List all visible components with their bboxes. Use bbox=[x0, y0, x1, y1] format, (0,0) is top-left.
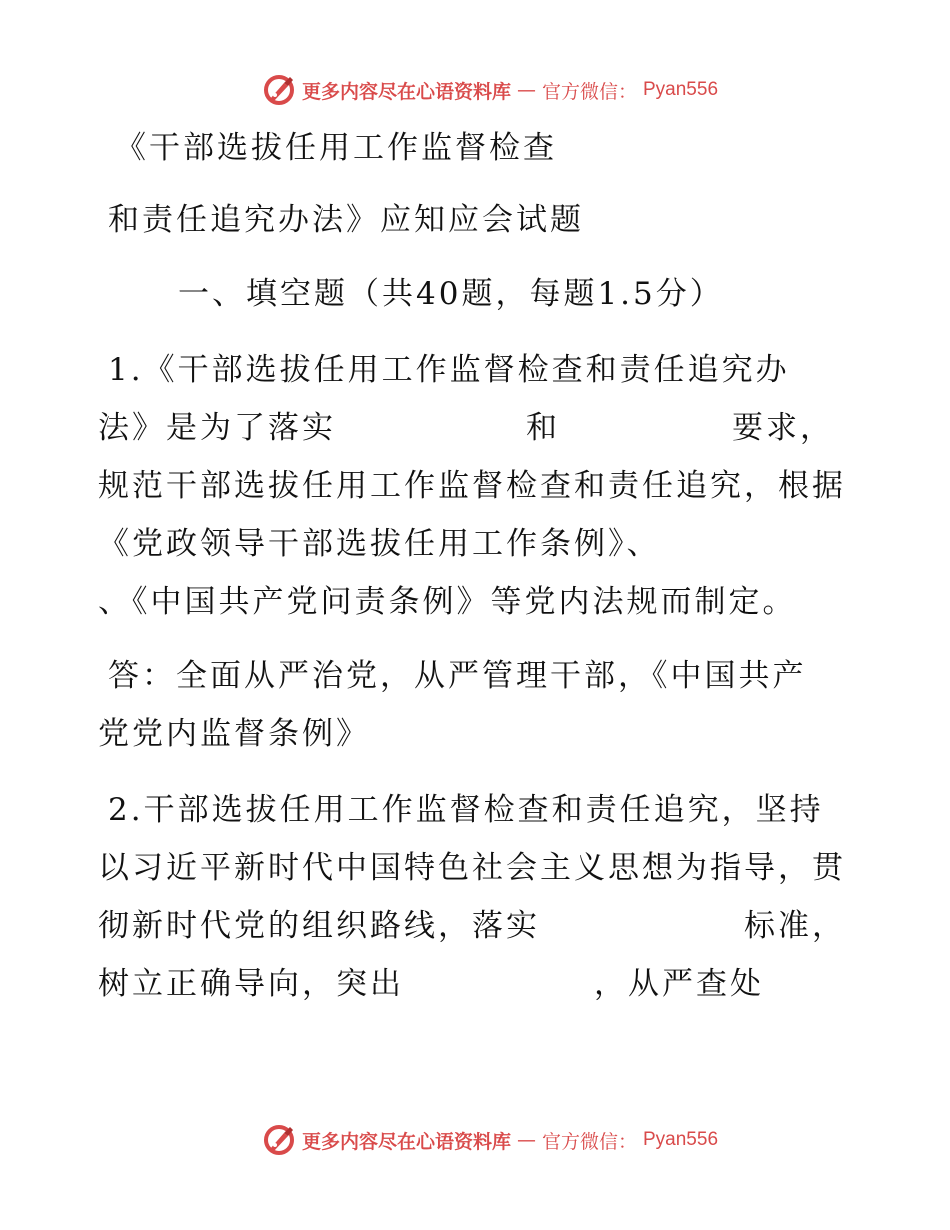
section-heading: 一、填空题（共40题，每题1.5分） bbox=[178, 276, 724, 312]
watermark-contact-label: 官方微信： bbox=[541, 80, 637, 103]
watermark-dash: — bbox=[516, 79, 536, 101]
pen-logo-icon bbox=[262, 1123, 296, 1157]
watermark-contact-label: 官方微信： bbox=[541, 1130, 637, 1153]
q1-line-1: 1.《干部选拔任用工作监督检查和责任追究办 bbox=[108, 352, 790, 388]
q1-line-4: 《党政领导干部选拔任用工作条例》、 bbox=[98, 526, 661, 562]
q2-line-4-part-a: 树立正确导向，突出 bbox=[98, 966, 404, 1002]
q1-line-2-part-a: 法》是为了落实 bbox=[98, 410, 336, 446]
q2-line-2: 以习近平新时代中国特色社会主义思想为指导，贯 bbox=[98, 850, 846, 886]
watermark-inner bbox=[262, 1123, 718, 1157]
watermark-brand: 更多内容尽在心语资料库 bbox=[301, 1130, 511, 1153]
q1-line-2-part-b: 和 bbox=[526, 410, 560, 446]
q1-answer-line-2: 党党内监督条例》 bbox=[98, 716, 370, 752]
watermark-contact-id: Pyan556 bbox=[643, 1129, 719, 1150]
q1-answer-line-1: 答：全面从严治党，从严管理干部，《中国共产 bbox=[108, 658, 807, 694]
q1-line-5: 、《中国共产党问责条例》等党内法规而制定。 bbox=[98, 584, 797, 620]
watermark-dash: — bbox=[516, 1129, 536, 1151]
watermark-brand: 更多内容尽在心语资料库 bbox=[301, 80, 511, 103]
q2-line-3 bbox=[98, 906, 846, 946]
q2-line-3-part-b: 标准， bbox=[744, 908, 846, 944]
q1-line-2 bbox=[98, 408, 834, 448]
document-title-line-2: 和责任追究办法》应知应会试题 bbox=[108, 202, 584, 238]
q1-line-2-part-c: 要求， bbox=[732, 410, 834, 446]
q2-line-4-part-b: ，从严查处 bbox=[594, 966, 764, 1002]
q2-line-4 bbox=[98, 964, 764, 1004]
q2-line-3-part-a: 彻新时代党的组织路线，落实 bbox=[98, 908, 540, 944]
q1-line-3: 规范干部选拔任用工作监督检查和责任追究，根据 bbox=[98, 468, 846, 504]
q2-line-1: 2.干部选拔任用工作监督检查和责任追究，坚持 bbox=[108, 792, 824, 828]
watermark-inner bbox=[262, 73, 718, 107]
watermark-contact-id: Pyan556 bbox=[643, 79, 719, 100]
pen-logo-icon bbox=[262, 73, 296, 107]
watermark-footer bbox=[0, 1120, 950, 1160]
document-title-line-1: 《干部选拔任用工作监督检查 bbox=[115, 130, 557, 166]
watermark-header bbox=[0, 70, 950, 110]
